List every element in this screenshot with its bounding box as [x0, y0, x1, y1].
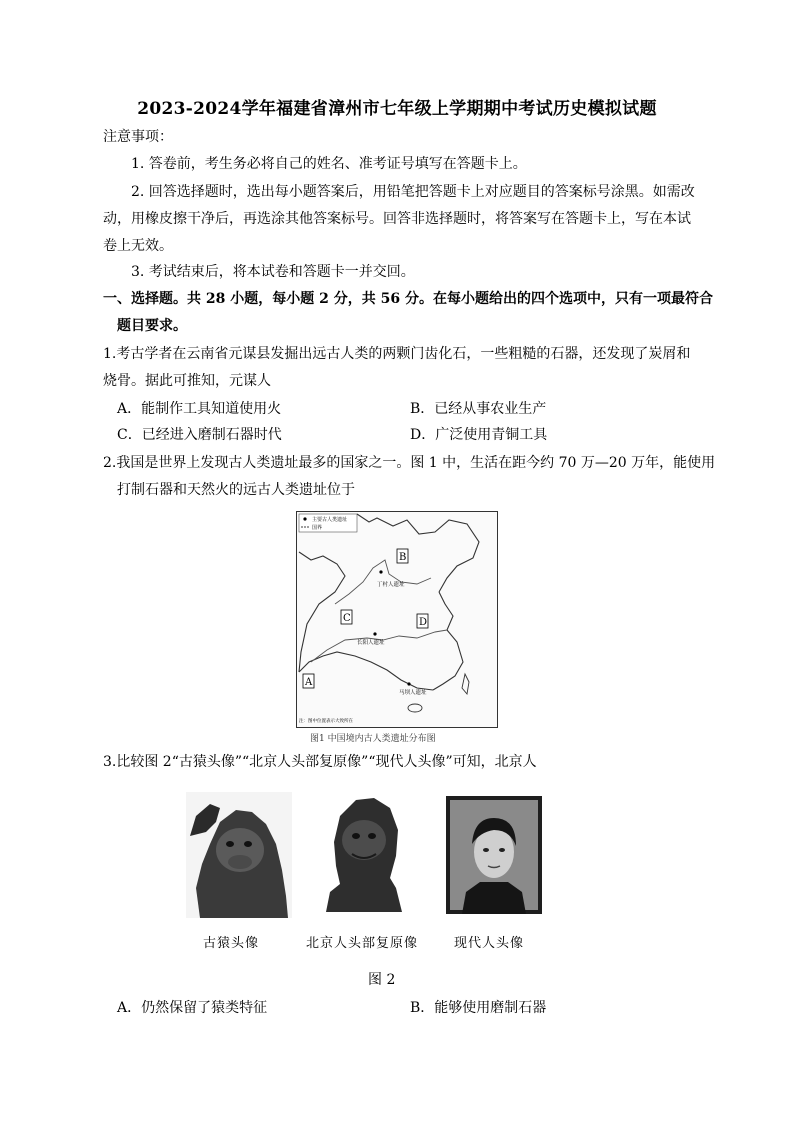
- peking-man-bust-photo: [316, 788, 412, 912]
- question-1-option-a: A．能制作工具知道使用火: [117, 401, 282, 417]
- question-2-stem-line1: 2.我国是世界上发现古人类遗址最多的国家之一。图 1 中，生活在距今约 70 万—20 万年，能使用: [103, 455, 716, 471]
- section-heading-line2: 题目要求。: [117, 318, 187, 334]
- legend-site-label: 主要古人类遗址: [312, 517, 348, 523]
- map-label-b: B: [399, 552, 407, 563]
- map-label-c: C: [343, 613, 351, 624]
- question-1-option-c: C．已经进入磨制石器时代: [117, 427, 282, 443]
- map-hainan: [408, 704, 422, 712]
- notice-heading: 注意事项：: [103, 129, 173, 145]
- caption-peking-man: 北京人头部复原像: [306, 936, 419, 951]
- notice-item-2-line2: 动，用橡皮擦干净后，再选涂其他答案标号。回答非选择题时，将答案写在答题卡上，写在本试: [103, 211, 691, 227]
- modern-human-photo: [446, 796, 542, 914]
- notice-item-2-line1: 2. 回答选择题时，选出每小题答案后，用铅笔把答题卡上对应题目的答案标号涂黑。如需改: [131, 184, 695, 200]
- notice-item-2-line3: 卷上无效。: [103, 238, 173, 254]
- figure-1-caption: 图1 中国境内古人类遗址分布图: [310, 734, 436, 744]
- question-1-option-b: B．已经从事农业生产: [410, 401, 547, 417]
- map-coastline: [433, 592, 463, 690]
- site-distribution-map: [296, 511, 498, 728]
- map-label-d: D: [419, 617, 428, 628]
- caption-modern-human: 现代人头像: [454, 936, 525, 951]
- question-3-stem: 3.比较图 2“古猿头像”“北京人头部复原像”“现代人头像”可知，北京人: [103, 754, 537, 770]
- map-taiwan: [462, 674, 469, 694]
- map-border-south: [299, 652, 433, 690]
- question-1-stem-line2: 烧骨。据此可推知，元谋人: [103, 373, 271, 389]
- map-drawing: [297, 512, 497, 727]
- question-1-option-d: D．广泛使用青铜工具: [410, 427, 548, 443]
- caption-ape-head: 古猿头像: [203, 936, 260, 951]
- legend-border-label: 国界: [312, 525, 323, 531]
- exam-title: 2023-2024学年福建省漳州市七年级上学期期中考试历史模拟试题: [137, 99, 657, 119]
- site-dot-changyang: [373, 632, 376, 635]
- map-border-north: [357, 514, 479, 592]
- site-dot-dingcun: [379, 570, 382, 573]
- question-2-stem-line2: 打制石器和天然火的远古人类遗址位于: [117, 482, 355, 498]
- site-label-maba: 马坝人遗址: [399, 690, 427, 696]
- question-1-stem-line1: 1.考古学者在云南省元谋县发掘出远古人类的两颗门齿化石，一些粗糙的石器，还发现了炭屑和: [103, 346, 691, 362]
- legend-site-dot: [303, 517, 306, 520]
- site-dot-maba: [407, 682, 410, 685]
- notice-item-3: 3. 考试结束后，将本试卷和答题卡一并交回。: [131, 264, 415, 280]
- map-note: 注：图中位置表示大致所在: [299, 719, 353, 724]
- site-label-changyang: 长阳人遗址: [357, 640, 385, 646]
- figure-2-label: 图 2: [368, 972, 396, 988]
- site-label-dingcun: 丁村人遗址: [377, 582, 405, 588]
- map-label-a: A: [305, 677, 313, 688]
- question-3-option-b: B．能够使用磨制石器: [410, 1000, 547, 1016]
- ape-head-photo: [186, 792, 292, 918]
- section-heading-line1: 一、选择题。共 28 小题，每小题 2 分，共 56 分。在每小题给出的四个选项中，只有一项最符合: [103, 291, 713, 307]
- question-3-option-a: A．仍然保留了猿类特征: [117, 1000, 268, 1016]
- map-river-yangtze: [311, 630, 447, 662]
- notice-item-1: 1. 答卷前，考生务必将自己的姓名、准考证号填写在答题卡上。: [131, 156, 527, 172]
